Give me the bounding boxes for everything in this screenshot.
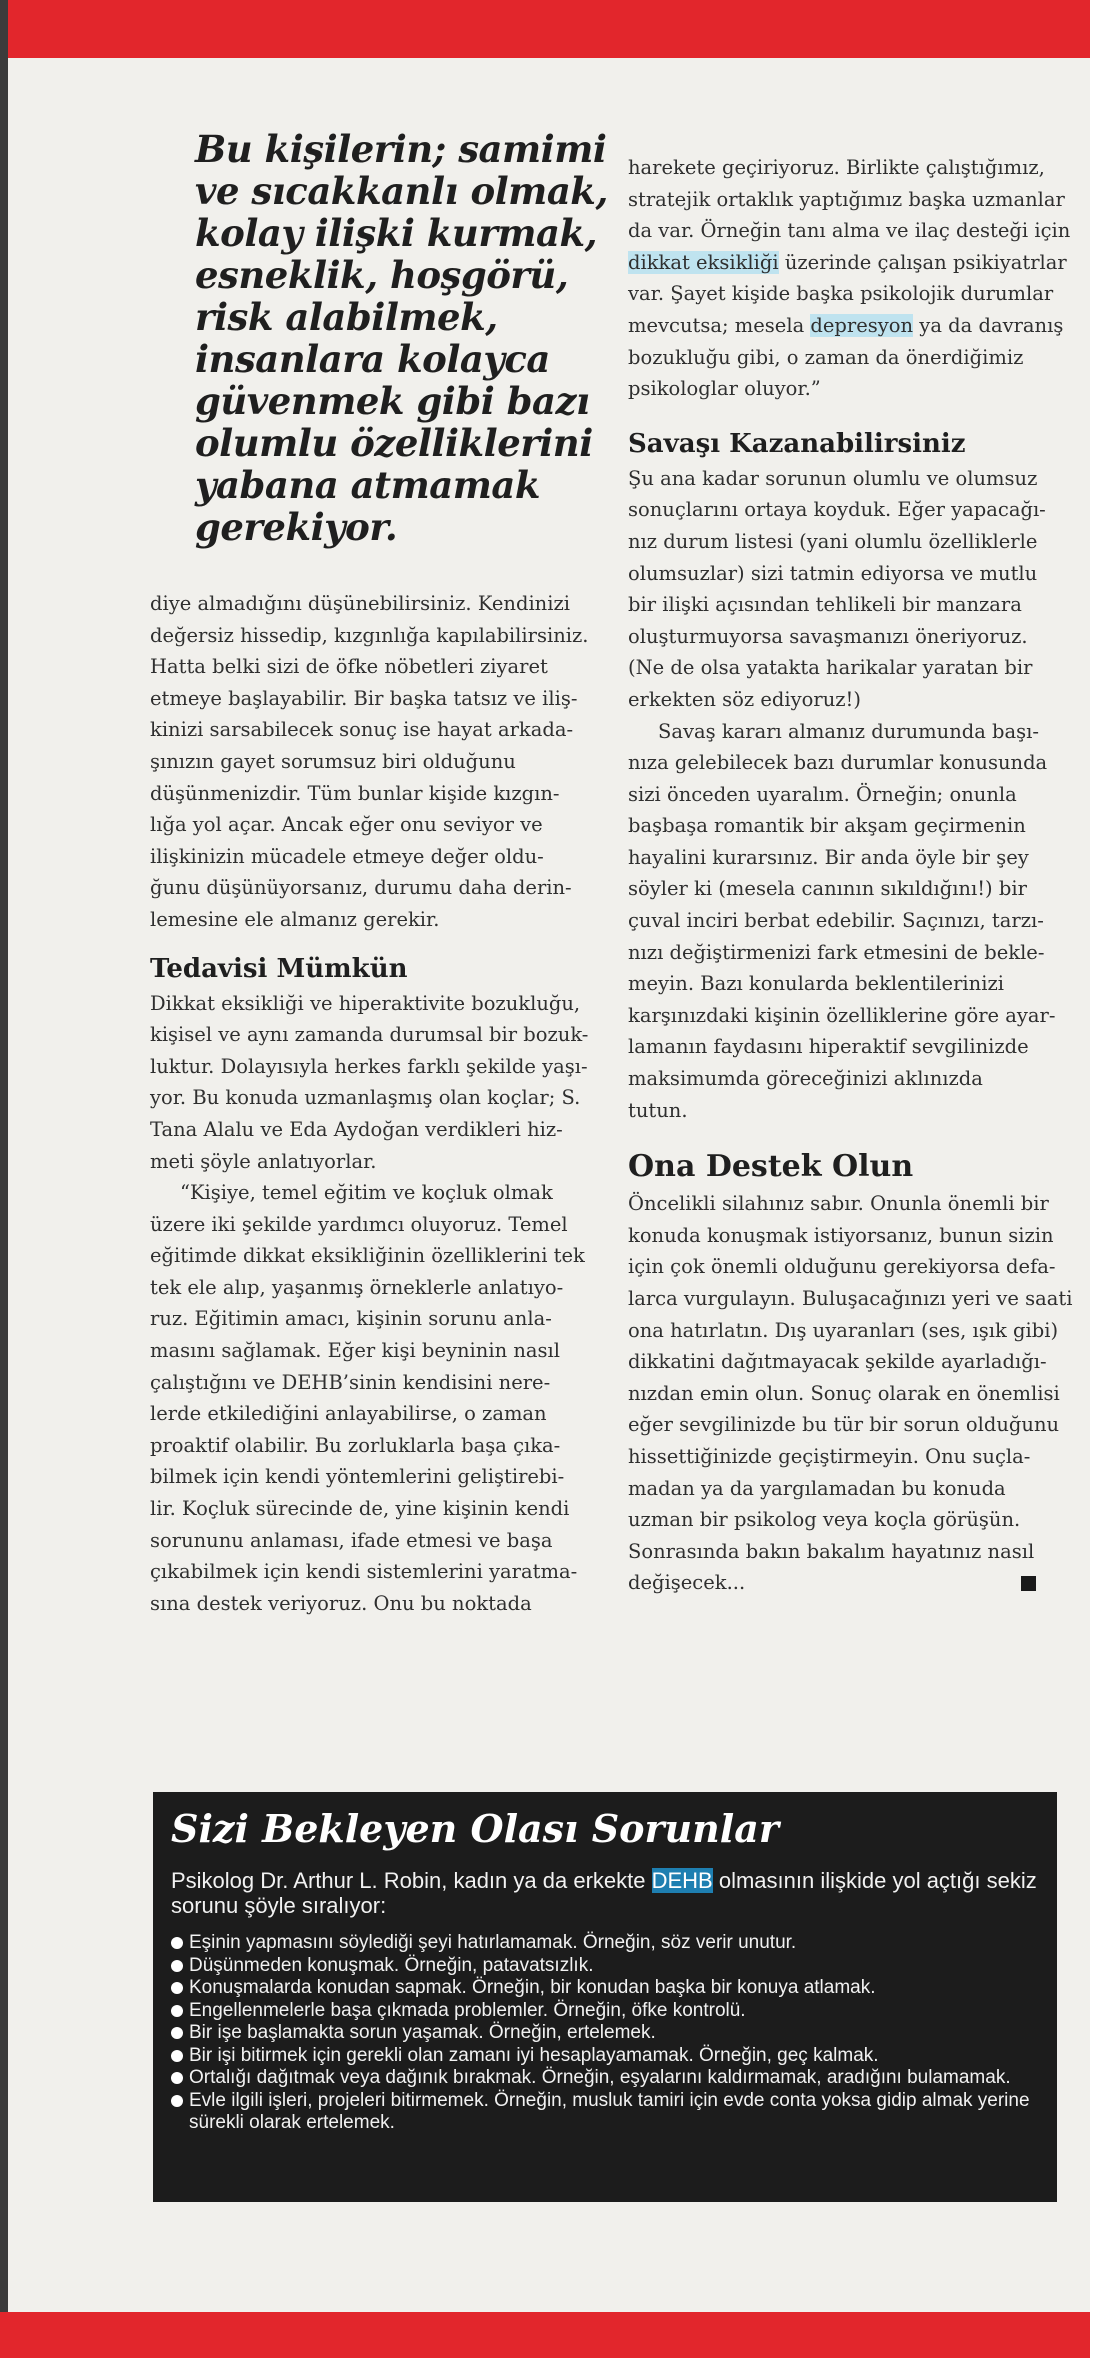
text-line: (Ne de olsa yatakta harikalar yaratan bir	[628, 656, 1033, 680]
text-line: da var. Örneğin tanı alma ve ilaç desteği için	[628, 219, 1071, 243]
sidebar-box	[153, 1792, 1057, 2202]
bullet-icon	[171, 1960, 183, 1972]
top-red-band	[0, 0, 1090, 58]
text-line: bir ilişki açısından tehlikeli bir manzara	[628, 593, 1022, 617]
page-right-edge	[1090, 0, 1112, 2358]
text-line: larca vurgulayın. Buluşacağınızı yeri ve saati	[628, 1287, 1073, 1310]
text-line: karşınızdaki kişinin özelliklerine göre ayar-	[628, 1003, 1056, 1027]
text-line: Hatta belki sizi de öfke nöbetleri ziyaret	[150, 655, 548, 679]
text-line: meti şöyle anlatıyorlar.	[150, 1149, 377, 1173]
text-line: Öncelikli silahınız sabır. Onunla önemli bir	[628, 1192, 1049, 1216]
text-line: uzman bir psikolog veya koçla görüşün.	[628, 1508, 1021, 1532]
text-line: nızdan emin olun. Sonuç olarak en önemlisi	[628, 1381, 1060, 1405]
list-item	[171, 1932, 1051, 1955]
text-fragment: ya da davranış	[913, 313, 1064, 337]
right-column	[628, 152, 1073, 1599]
link-dikkat-eksikligi[interactable]: dikkat eksikliği	[628, 250, 779, 274]
text-line: oluşturmuyorsa savaşmanızı öneriyoruz.	[628, 624, 1028, 648]
text-line: üzere iki şekilde yardımcı oluyoruz. Temel	[150, 1212, 568, 1236]
text-line: Şu ana kadar sorunun olumlu ve olumsuz	[628, 466, 1038, 490]
pull-quote-line: kolay ilişki kurmak,	[195, 211, 597, 255]
text-line: bozukluğu gibi, o zaman da önerdiğimiz	[628, 345, 1024, 369]
text-line: stratejik ortaklık yaptığımız başka uzmanlar	[628, 187, 1065, 211]
list-item	[171, 2045, 1051, 2068]
text-line: bilmek için kendi yöntemlerini geliştirebi-	[150, 1465, 565, 1489]
text-line: Tana Alalu ve Eda Aydoğan verdikleri hiz-	[150, 1117, 563, 1141]
list-item-text: Bir işe başlamakta sorun yaşamak. Örneğin, ertelemek.	[189, 2022, 656, 2043]
text-line: maksimumda göreceğinizi aklınızda	[628, 1067, 983, 1091]
text-line: ruz. Eğitimin amacı, kişinin sorunu anla-	[150, 1307, 552, 1331]
text-line: “Kişiye, temel eğitim ve koçluk olmak	[180, 1181, 553, 1205]
list-item	[171, 2000, 1051, 2023]
link-dehb[interactable]: DEHB	[651, 1868, 713, 1893]
pull-quote-line: risk alabilmek,	[195, 295, 498, 339]
box-title: Sizi Bekleyen Olası Sorunlar	[171, 1806, 779, 1851]
text-line: eğer sevgilinizde bu tür bir sorun olduğunu	[628, 1413, 1060, 1437]
pull-quote-line: esneklik, hoşgörü,	[195, 253, 569, 297]
section-heading-war: Savaşı Kazanabilirsiniz	[628, 428, 966, 459]
text-line: başbaşa romantik bir akşam geçirmenin	[628, 814, 1026, 838]
text-line: düşünmenizdir. Tüm bunlar kişide kızgın-	[150, 781, 560, 805]
text-line: yor. Bu konuda uzmanlaşmış olan koçlar; S.	[150, 1086, 581, 1110]
text-line: şınızın gayet sorumsuz biri olduğunu	[150, 749, 516, 773]
pull-quote-line: gerekiyor.	[195, 505, 398, 549]
pull-quote	[195, 128, 615, 548]
list-item	[171, 1955, 1051, 1978]
text-line: eğitimde dikkat eksikliğinin özelliklerini tek	[150, 1244, 585, 1268]
pull-quote-line: ve sıcakkanlı olmak,	[195, 169, 608, 213]
text-line: etmeye başlayabilir. Bir başka tatsız ve iliş-	[150, 686, 578, 710]
bullet-icon	[171, 2027, 183, 2039]
text-line: tek ele alıp, yaşanmış örneklerle anlatıyo-	[150, 1275, 564, 1299]
text-line: proaktif olabilir. Bu zorluklarla başa çıka-	[150, 1433, 561, 1457]
text-line: ona hatırlatın. Dış uyaranları (ses, ışık gibi)	[628, 1318, 1059, 1342]
text-line: lamanın faydasını hiperaktif sevgilinizde	[628, 1035, 1029, 1059]
text-line: luktur. Dolayısıyla herkes farklı şekilde yaşı-	[150, 1054, 588, 1078]
section-heading-support: Ona Destek Olun	[628, 1149, 914, 1185]
text-line: lir. Koçluk sürecinde de, yine kişinin kendi	[150, 1497, 570, 1521]
text-line	[628, 310, 1064, 342]
bullet-icon	[171, 2095, 183, 2107]
text-line: Dikkat eksikliği ve hiperaktivite bozukluğu,	[150, 991, 581, 1015]
bullet-icon	[171, 2005, 183, 2017]
text-line: meyin. Bazı konularda beklentilerinizi	[628, 972, 1004, 996]
text-line: sına destek veriyoruz. Onu bu noktada	[150, 1591, 532, 1615]
text-line	[628, 247, 1067, 279]
text-fragment: mevcutsa; mesela	[628, 313, 811, 337]
text-line: sonuçlarını ortaya koyduk. Eğer yapacağı-	[628, 498, 1046, 522]
text-line: çuval inciri berbat edebilir. Saçınızı, tarzı-	[628, 909, 1044, 933]
quote-continuation	[628, 152, 1071, 405]
text-line: söyler ki (mesela canının sıkıldığını!) bir	[628, 877, 1027, 901]
text-line: lemesine ele almanız gerekir.	[150, 907, 440, 931]
text-fragment: üzerinde çalışan psikiyatrlar	[778, 250, 1067, 274]
link-depresyon[interactable]: depresyon	[810, 313, 914, 337]
text-line	[628, 1567, 1053, 1599]
list-item	[171, 1977, 1051, 2000]
pull-quote-line: olumlu özelliklerini	[195, 421, 593, 465]
text-fragment: olmasının ilişkide yol açtığı sekiz sorunu şöyle sıralıyor:	[171, 1868, 1037, 1918]
text-line: değersiz hissedip, kızgınlığa kapılabilirsiniz.	[150, 623, 589, 647]
text-line: kinizi sarsabilecek sonuç ise hayat arkada-	[150, 718, 574, 742]
list-item	[171, 2067, 1051, 2090]
text-line: çalıştığını ve DEHB’sinin kendisini nere-	[150, 1370, 551, 1394]
text-line: nızı değiştirmenizi fark etmesini de bekle-	[628, 940, 1045, 964]
text-line: psikologlar oluyor.”	[628, 377, 821, 401]
text-line: sizi önceden uyaralım. Örneğin; onunla	[628, 782, 1017, 806]
list-item-text: Evle ilgili işleri, projeleri bitirmemek. Örneğin, musluk tamiri için evde conta yoksa gidip almak yerine sürekli olarak ertelemek.	[189, 2089, 1030, 2133]
treatment-paragraph-2	[150, 1177, 620, 1619]
text-line: dikkatini dağıtmayacak şekilde ayarladığı-	[628, 1350, 1047, 1374]
text-fragment: değişecek...	[628, 1571, 746, 1595]
list-item-text: Düşünmeden konuşmak. Örneğin, patavatsızlık.	[189, 1954, 594, 1976]
text-line: çıkabilmek için kendi sistemlerini yaratma-	[150, 1560, 578, 1584]
text-line: tutun.	[628, 1098, 688, 1122]
text-line: olumsuzlar) sizi tatmin ediyorsa ve mutlu	[628, 561, 1038, 585]
list-item-text: Eşinin yapmasını söylediği şeyi hatırlamamak. Örneğin, söz verir unutur.	[189, 1932, 797, 1953]
box-intro	[171, 1868, 1041, 1918]
list-item	[171, 2090, 1051, 2135]
intro-paragraph	[150, 588, 620, 936]
list-item	[171, 2022, 1051, 2045]
text-line: Savaş kararı almanız durumunda başı-	[658, 719, 1040, 743]
text-line: diye almadığını düşünebilirsiniz. Kendinizi	[150, 592, 570, 615]
text-line: harekete geçiriyoruz. Birlikte çalıştığımız,	[628, 156, 1045, 179]
list-item-text: Bir işi bitirmek için gerekli olan zamanı iyi hesaplayamamak. Örneğin, geç kalmak.	[189, 2044, 879, 2066]
text-line: lerde etkilediğini anlayabilirse, o zaman	[150, 1402, 547, 1426]
pull-quote-line: Bu kişilerin; samimi	[195, 127, 607, 171]
text-line: var. Şayet kişide başka psikolojik durumlar	[628, 282, 1054, 306]
left-dark-edge	[0, 0, 8, 2358]
bullet-icon	[171, 1937, 183, 1949]
text-line: Sonrasında bakın bakalım hayatınız nasıl	[628, 1539, 1035, 1563]
text-line: konuda konuşmak istiyorsanız, bunun sizin	[628, 1223, 1054, 1247]
text-line: kişisel ve aynı zamanda durumsal bir bozuk-	[150, 1023, 589, 1047]
text-line: hissettiğinizde geçiştirmeyin. Onu suçla-	[628, 1444, 1031, 1468]
support-paragraph	[628, 1188, 1073, 1599]
text-line: lığa yol açar. Ancak eğer onu seviyor ve	[150, 813, 543, 837]
article-end-square-icon	[1021, 1576, 1036, 1591]
treatment-paragraph-1	[150, 988, 620, 1178]
text-line: madan ya da yargılamadan bu konuda	[628, 1476, 1006, 1500]
left-column	[150, 588, 620, 1619]
section-heading-treatment: Tedavisi Mümkün	[150, 953, 408, 984]
text-line: nız durum listesi (yani olumlu özelliklerle	[628, 529, 1038, 553]
pull-quote-line: insanlara kolayca	[195, 337, 550, 381]
bottom-red-band	[0, 2312, 1090, 2358]
text-line: erkekten söz ediyoruz!)	[628, 687, 862, 711]
list-item-text: Konuşmalarda konudan sapmak. Örneğin, bir konudan başka bir konuya atlamak.	[189, 1977, 876, 1998]
war-paragraph-2	[628, 716, 1056, 1127]
pull-quote-line: yabana atmamak	[195, 463, 541, 507]
text-line: masını sağlamak. Eğer kişi beyninin nasıl	[150, 1339, 560, 1363]
text-line: için çok önemli olduğunu gerekiyorsa defa-	[628, 1255, 1056, 1279]
text-fragment: Psikolog Dr. Arthur L. Robin, kadın ya da erkekte	[171, 1868, 652, 1893]
war-paragraph-1	[628, 463, 1053, 716]
list-item-text: Engellenmelerle başa çıkmada problemler. Örneğin, öfke kontrolü.	[189, 1999, 746, 2021]
text-line: ilişkinizin mücadele etmeye değer oldu-	[150, 844, 544, 868]
bullet-icon	[171, 1982, 183, 1994]
text-line: ğunu düşünüyorsanız, durumu daha derin-	[150, 876, 572, 900]
pull-quote-line: güvenmek gibi bazı	[195, 379, 590, 423]
bullet-icon	[171, 2050, 183, 2062]
text-line: nıza gelebilecek bazı durumlar konusunda	[628, 751, 1048, 775]
text-line: sorununu anlaması, ifade etmesi ve başa	[150, 1528, 553, 1552]
text-line: hayalini kurarsınız. Bir anda öyle bir şey	[628, 845, 1029, 869]
problem-list	[171, 1932, 1051, 2135]
bullet-icon	[171, 2072, 183, 2084]
list-item-text: Ortalığı dağıtmak veya dağınık bırakmak. Örneğin, eşyalarını kaldırmamak, aradığını bulamamak.	[189, 2067, 1011, 2088]
